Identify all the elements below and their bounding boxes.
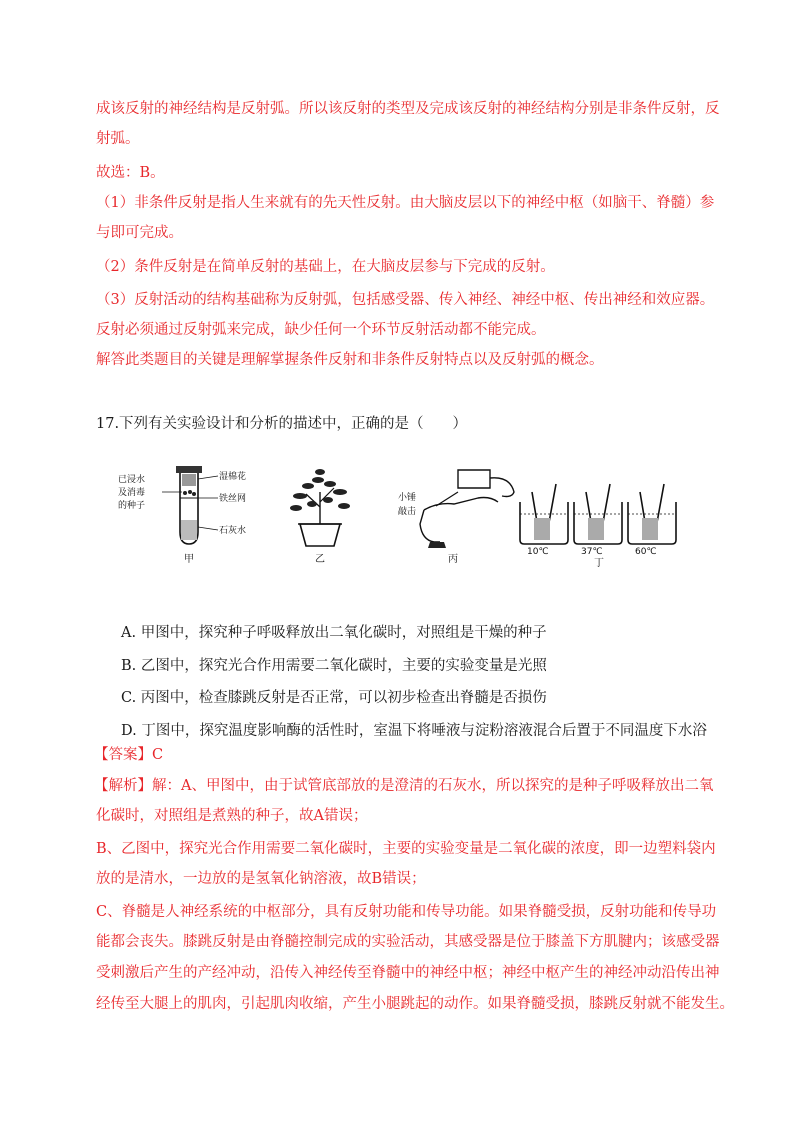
analysis-line: 【解析】解：A、甲图中，由于试管底部放的是澄清的石灰水，所以探究的是种子呼吸释放出二氧 [94, 778, 714, 794]
bing-caption: 丙 [448, 554, 458, 565]
answer-line: 【答案】C [94, 747, 164, 763]
jia-label: 的种子 [118, 501, 146, 511]
yi-caption: 乙 [315, 554, 325, 565]
figure-yi [290, 469, 350, 565]
explanation-line: 反射必须通过反射弧来完成，缺少任何一个环节反射活动都不能完成。 [96, 322, 546, 338]
bing-label: 小锤 [398, 493, 417, 503]
experiment-figure [118, 462, 688, 568]
ding-temp: 60℃ [635, 547, 657, 557]
option-b: B. 乙图中，探究光合作用需要二氧化碳时，主要的实验变量是光照 [121, 658, 547, 674]
jia-label: 湿棉花 [219, 472, 247, 482]
bing-label: 敲击 [398, 507, 417, 517]
analysis-line: 化碳时，对照组是煮熟的种子，故A错误； [96, 808, 368, 824]
analysis-line: B、乙图中，探究光合作用需要二氧化碳时，主要的实验变量是二氧化碳的浓度，即一边塑料袋内 [96, 841, 716, 857]
jia-label: 铁丝网 [219, 494, 247, 504]
option-a: A. 甲图中，探究种子呼吸释放出二氧化碳时，对照组是干燥的种子 [121, 625, 547, 641]
analysis-line: 放的是清水，一边放的是氢氧化钠溶液，故B错误； [96, 871, 426, 887]
figure-jia [118, 466, 246, 565]
explanation-line: 射弧。 [96, 131, 140, 147]
analysis-line: C、脊髓是人神经系统的中枢部分，具有反射功能和传导功能。如果脊髓受损，反射功能和传导功 [96, 904, 717, 920]
analysis-line: 经传至大腿上的肌肉，引起肌肉收缩，产生小腿跳起的动作。如果脊髓受损，膝跳反射就不能发生。 [96, 996, 734, 1012]
analysis-line: 受刺激后产生的产经冲动，沿传入神经传至脊髓中的神经中枢；神经中枢产生的神经冲动沿传出神 [96, 965, 720, 981]
explanation-line: （2）条件反射是在简单反射的基础上，在大脑皮层参与下完成的反射。 [96, 259, 555, 275]
explanation-line: （3）反射活动的结构基础称为反射弧，包括感受器、传入神经、神经中枢、传出神经和效应器。 [96, 292, 715, 308]
option-d: D. 丁图中，探究温度影响酶的活性时，室温下将唾液与淀粉溶液混合后置于不同温度下水浴 [121, 723, 707, 739]
explanation-line: 与即可完成。 [96, 225, 183, 241]
question-stem: 17.下列有关实验设计和分析的描述中，正确的是（ ） [96, 416, 468, 432]
option-c: C. 丙图中，检查膝跳反射是否正常，可以初步检查出脊髓是否损伤 [121, 690, 547, 706]
jia-label: 及消毒 [118, 488, 146, 498]
figure-ding [520, 484, 676, 568]
ding-temp: 10℃ [527, 547, 549, 557]
explanation-line: （1）非条件反射是指人生来就有的先天性反射。由大脑皮层以下的神经中枢（如脑干、脊髓）参 [96, 195, 715, 211]
explanation-line: 故选：B。 [96, 165, 165, 181]
jia-label: 已浸水 [118, 475, 146, 485]
ding-temp: 37℃ [581, 547, 603, 557]
explanation-line: 解答此类题目的关键是理解掌握条件反射和非条件反射特点以及反射弧的概念。 [96, 352, 604, 368]
analysis-line: 能都会丧失。膝跳反射是由脊髓控制完成的实验活动，其感受器是位于膝盖下方肌腱内；该感受器 [96, 934, 720, 950]
figure-bing [398, 470, 514, 565]
ding-caption: 丁 [594, 558, 604, 568]
jia-label: 石灰水 [219, 526, 247, 536]
explanation-line: 成该反射的神经结构是反射弧。所以该反射的类型及完成该反射的神经结构分别是非条件反射，反 [96, 101, 720, 117]
jia-caption: 甲 [184, 554, 194, 565]
